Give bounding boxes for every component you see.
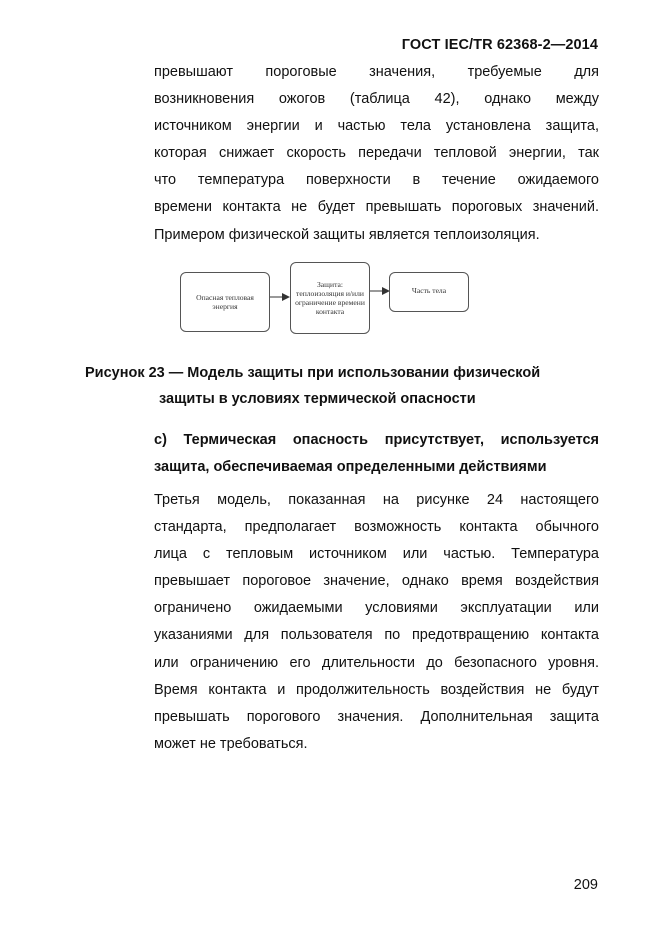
text-line: что температура поверхности в течение ожидаемого (154, 172, 599, 189)
figure-caption-line1: Рисунок 23 — Модель защиты при использовании физической (85, 365, 541, 381)
safeguard-box: Защита: теплоизоляция и/или ограничение времени контакта (290, 262, 370, 334)
text-line: превышать порогового значения. Дополнительная защита (154, 708, 599, 725)
text-line: превышают пороговые значения, требуемые для (154, 64, 599, 80)
text-line: превышает пороговое значение, однако время воздействия (154, 573, 599, 590)
page-number: 209 (573, 877, 598, 893)
text-line: Время контакта и продолжительность воздействия не будут (154, 681, 599, 698)
text-line: Примером физической защиты является теплоизоляция. (154, 226, 540, 243)
heading-line: с) Термическая опасность присутствует, используется (154, 432, 599, 448)
figure-caption-line2: защиты в условиях термической опасности (159, 391, 476, 407)
text-line: ограничено ожидаемыми условиями эксплуатации или (154, 600, 599, 617)
section-heading-c (154, 427, 599, 481)
text-line: Третья модель, показанная на рисунке 24 настоящего (154, 492, 599, 508)
text-line: или ограничению его длительности до безопасного уровня. (154, 654, 599, 671)
text-line: которая снижает скорость передачи тепловой энергии, так (154, 145, 599, 162)
arrow-right-icon (370, 286, 390, 296)
energy-source-box: Опасная тепловая энергия (180, 272, 270, 332)
standard-header: ГОСТ IEC/TR 62368-2—2014 (401, 37, 598, 53)
text-line: указаниями для пользователя по предотвращению контакта (154, 627, 599, 644)
paragraph-third-model (154, 487, 599, 758)
text-line: возникновения ожогов (таблица 42), однако между (154, 91, 599, 108)
arrow-right-icon (270, 292, 290, 302)
text-line: времени контакта не будет превышать пороговых значений. (154, 199, 599, 216)
paragraph-thermal-safeguard (154, 59, 599, 249)
text-line: источником энергии и частью тела установлена защита, (154, 118, 599, 135)
heading-line: защита, обеспечиваемая определенными действиями (154, 459, 547, 476)
text-line: может не требоваться. (154, 735, 308, 752)
text-line: стандарта, предполагает возможность контакта обычного (154, 519, 599, 536)
safeguard-model-diagram (180, 262, 470, 334)
text-line: лица с тепловым источником или частью. Температура (154, 546, 599, 563)
body-part-box: Часть тела (389, 272, 469, 312)
